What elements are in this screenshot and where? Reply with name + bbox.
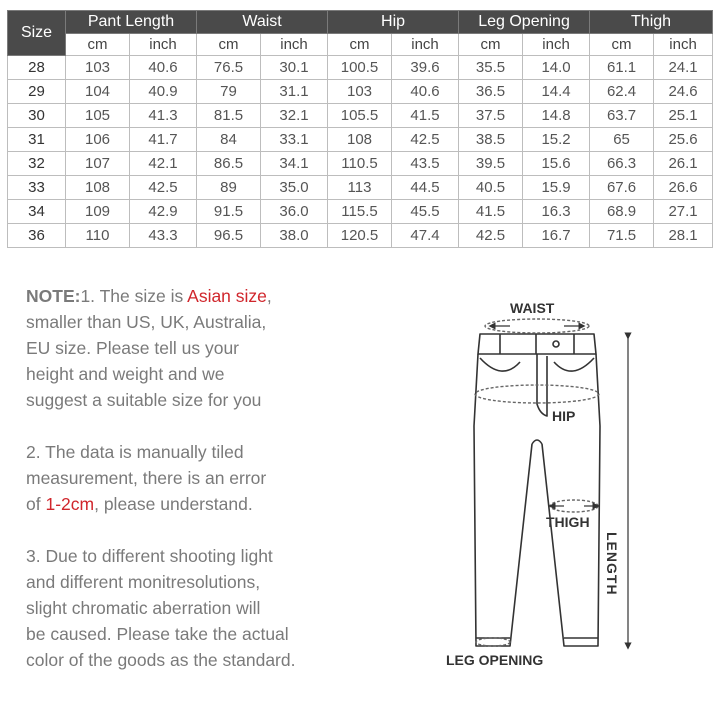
measurement-cell: 37.5 <box>459 104 523 128</box>
note-1-line-5: suggest a suitable size for you <box>26 390 262 410</box>
size-cell: 34 <box>8 200 66 224</box>
unit-inch-header: inch <box>261 34 328 56</box>
measurement-cell: 30.1 <box>261 56 328 80</box>
measurement-cell: 35.5 <box>459 56 523 80</box>
measurement-cell: 40.9 <box>130 80 197 104</box>
note-1-line-3: EU size. Please tell us your <box>26 338 240 358</box>
measurement-cell: 41.7 <box>130 128 197 152</box>
note-3 <box>26 543 356 673</box>
measurement-cell: 14.4 <box>523 80 590 104</box>
measurement-cell: 39.5 <box>459 152 523 176</box>
size-cell: 36 <box>8 224 66 248</box>
size-chart-table <box>7 10 713 248</box>
measurement-cell: 108 <box>328 128 392 152</box>
thigh-header: Thigh <box>590 11 713 34</box>
measurement-cell: 107 <box>66 152 130 176</box>
measurement-cell: 61.1 <box>590 56 654 80</box>
note-3-line-5: color of the goods as the standard. <box>26 650 296 670</box>
note-1-comma: , <box>266 286 272 306</box>
measurement-cell: 31.1 <box>261 80 328 104</box>
table-row <box>8 128 713 152</box>
measurement-cell: 33.1 <box>261 128 328 152</box>
unit-inch-header: inch <box>523 34 590 56</box>
measurement-cell: 35.0 <box>261 176 328 200</box>
left-leg-outline <box>474 354 532 646</box>
measurement-cell: 44.5 <box>392 176 459 200</box>
measurement-cell: 38.0 <box>261 224 328 248</box>
measurement-cell: 28.1 <box>654 224 713 248</box>
measurement-cell: 63.7 <box>590 104 654 128</box>
measurement-cell: 42.1 <box>130 152 197 176</box>
size-cell: 28 <box>8 56 66 80</box>
size-cell: 30 <box>8 104 66 128</box>
measurement-cell: 16.3 <box>523 200 590 224</box>
note-1 <box>26 283 356 413</box>
measurement-cell: 40.6 <box>392 80 459 104</box>
measurement-cell: 26.6 <box>654 176 713 200</box>
note-3-line-1: 3. Due to different shooting light <box>26 546 273 566</box>
measurement-cell: 120.5 <box>328 224 392 248</box>
unit-cm-header: cm <box>197 34 261 56</box>
measurement-cell: 91.5 <box>197 200 261 224</box>
measurement-cell: 38.5 <box>459 128 523 152</box>
table-row <box>8 56 713 80</box>
size-cell: 32 <box>8 152 66 176</box>
measurement-cell: 65 <box>590 128 654 152</box>
note-2-line-2: measurement, there is an error <box>26 468 267 488</box>
table-row <box>8 224 713 248</box>
note-3-line-2: and different monitresolutions, <box>26 572 261 592</box>
measurement-cell: 81.5 <box>197 104 261 128</box>
pant-length-header: Pant Length <box>66 11 197 34</box>
note-1-line-2: smaller than US, UK, Australia, <box>26 312 267 332</box>
measurement-cell: 66.3 <box>590 152 654 176</box>
measurement-cell: 106 <box>66 128 130 152</box>
note-prefix: NOTE: <box>26 286 81 306</box>
measurement-cell: 41.5 <box>392 104 459 128</box>
measurement-cell: 45.5 <box>392 200 459 224</box>
measurement-cell: 100.5 <box>328 56 392 80</box>
measurement-cell: 42.5 <box>130 176 197 200</box>
table-unit-header-row <box>8 34 713 56</box>
measurement-cell: 42.9 <box>130 200 197 224</box>
table-row <box>8 200 713 224</box>
measurement-cell: 105.5 <box>328 104 392 128</box>
leg-opening-measure-line <box>476 638 510 646</box>
measurement-cell: 15.2 <box>523 128 590 152</box>
error-range-highlight: 1-2cm <box>45 494 95 514</box>
measurement-cell: 115.5 <box>328 200 392 224</box>
table-row <box>8 104 713 128</box>
measurement-cell: 40.6 <box>130 56 197 80</box>
measurement-cell: 15.6 <box>523 152 590 176</box>
unit-inch-header: inch <box>130 34 197 56</box>
measurement-cell: 25.1 <box>654 104 713 128</box>
leg-opening-label: LEG OPENING <box>446 652 544 668</box>
measurement-cell: 34.1 <box>261 152 328 176</box>
measurement-cell: 42.5 <box>392 128 459 152</box>
measurement-cell: 103 <box>328 80 392 104</box>
note-2-line-3a: of <box>26 494 46 514</box>
measurement-cell: 104 <box>66 80 130 104</box>
measurement-cell: 68.9 <box>590 200 654 224</box>
note-2 <box>26 439 356 517</box>
measurement-cell: 43.5 <box>392 152 459 176</box>
note-2-line-1: 2. The data is manually tiled <box>26 442 244 462</box>
table-group-header-row <box>8 11 713 34</box>
measurement-cell: 14.0 <box>523 56 590 80</box>
measurement-cell: 110 <box>66 224 130 248</box>
note-1-line-4: height and weight and we <box>26 364 225 384</box>
pants-illustration <box>440 296 660 676</box>
measurement-cell: 62.4 <box>590 80 654 104</box>
measurement-cell: 36.5 <box>459 80 523 104</box>
note-3-line-4: be caused. Please take the actual <box>26 624 289 644</box>
unit-inch-header: inch <box>654 34 713 56</box>
measurement-cell: 24.1 <box>654 56 713 80</box>
notes-section <box>26 283 356 699</box>
waist-header: Waist <box>197 11 328 34</box>
right-leg-outline <box>542 354 600 646</box>
table-body <box>8 56 713 248</box>
table-row <box>8 80 713 104</box>
measurement-cell: 27.1 <box>654 200 713 224</box>
note-1-text: 1. The size is <box>80 286 188 306</box>
measurement-cell: 41.5 <box>459 200 523 224</box>
measurement-cell: 79 <box>197 80 261 104</box>
waist-label: WAIST <box>510 300 555 316</box>
unit-cm-header: cm <box>66 34 130 56</box>
unit-cm-header: cm <box>459 34 523 56</box>
unit-cm-header: cm <box>328 34 392 56</box>
leg-opening-header: Leg Opening <box>459 11 590 34</box>
measurement-cell: 26.1 <box>654 152 713 176</box>
measurement-cell: 36.0 <box>261 200 328 224</box>
note-3-line-3: slight chromatic aberration will <box>26 598 261 618</box>
unit-inch-header: inch <box>392 34 459 56</box>
unit-cm-header: cm <box>590 34 654 56</box>
measurement-cell: 25.6 <box>654 128 713 152</box>
measurement-cell: 32.1 <box>261 104 328 128</box>
measurement-cell: 16.7 <box>523 224 590 248</box>
table-row <box>8 176 713 200</box>
measurement-cell: 105 <box>66 104 130 128</box>
size-cell: 33 <box>8 176 66 200</box>
measurement-cell: 15.9 <box>523 176 590 200</box>
table-row <box>8 152 713 176</box>
measurement-cell: 14.8 <box>523 104 590 128</box>
measurement-cell: 108 <box>66 176 130 200</box>
pants-measurement-diagram <box>440 296 660 676</box>
size-cell: 29 <box>8 80 66 104</box>
measurement-cell: 109 <box>66 200 130 224</box>
size-cell: 31 <box>8 128 66 152</box>
measurement-cell: 71.5 <box>590 224 654 248</box>
measurement-cell: 113 <box>328 176 392 200</box>
measurement-cell: 47.4 <box>392 224 459 248</box>
length-label: LENGTH <box>604 532 620 596</box>
measurement-cell: 24.6 <box>654 80 713 104</box>
measurement-cell: 40.5 <box>459 176 523 200</box>
hip-label: HIP <box>552 408 576 424</box>
measurement-cell: 39.6 <box>392 56 459 80</box>
measurement-cell: 86.5 <box>197 152 261 176</box>
measurement-cell: 103 <box>66 56 130 80</box>
thigh-label: THIGH <box>546 514 590 530</box>
asian-size-highlight: Asian size <box>187 286 267 306</box>
waistband-outline <box>478 334 596 354</box>
measurement-cell: 42.5 <box>459 224 523 248</box>
measurement-cell: 76.5 <box>197 56 261 80</box>
measurement-cell: 96.5 <box>197 224 261 248</box>
note-2-line-3b: , please understand. <box>94 494 253 514</box>
measurement-cell: 89 <box>197 176 261 200</box>
measurement-cell: 41.3 <box>130 104 197 128</box>
measurement-cell: 110.5 <box>328 152 392 176</box>
measurement-cell: 67.6 <box>590 176 654 200</box>
size-column-header: Size <box>8 11 66 56</box>
measurement-cell: 84 <box>197 128 261 152</box>
measurement-cell: 43.3 <box>130 224 197 248</box>
hip-header: Hip <box>328 11 459 34</box>
